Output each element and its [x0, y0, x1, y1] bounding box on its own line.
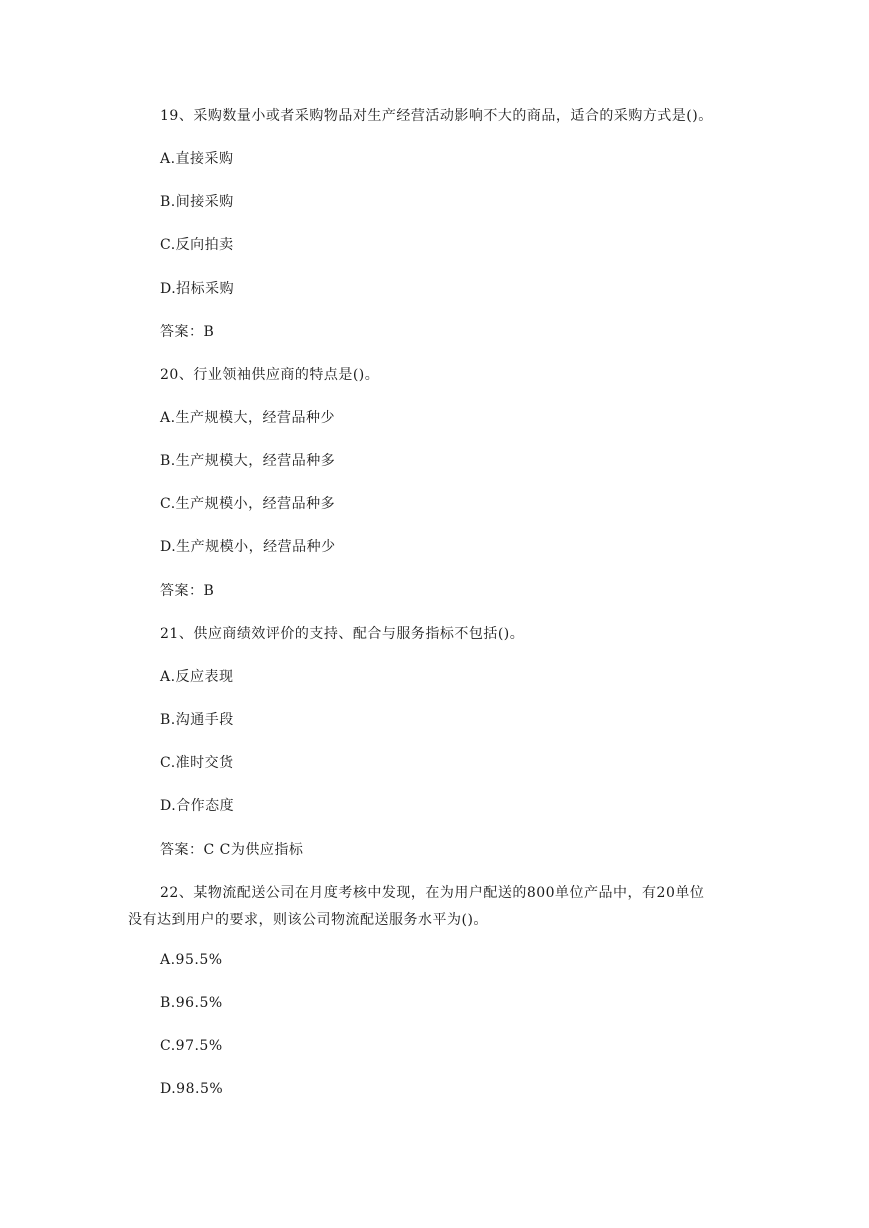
question-22-option-d: D.98.5%	[160, 1081, 224, 1097]
question-21-option-a: A.反应表现	[160, 669, 234, 685]
question-21-option-b: B.沟通手段	[160, 712, 234, 728]
question-21-stem: 21、供应商绩效评价的支持、配合与服务指标不包括()。	[160, 626, 525, 642]
question-20-answer: 答案：B	[160, 583, 215, 599]
question-20-option-b: B.生产规模大，经营品种多	[160, 453, 336, 469]
question-22-option-b: B.96.5%	[160, 995, 223, 1011]
question-19-option-a: A.直接采购	[160, 151, 234, 167]
question-20-option-c: C.生产规模小，经营品种多	[160, 496, 336, 512]
question-20-option-d: D.生产规模小，经营品种少	[160, 539, 336, 555]
question-21-answer: 答案：C C为供应指标	[160, 842, 304, 858]
question-19-option-d: D.招标采购	[160, 281, 235, 297]
question-22-stem-line2: 没有达到用户的要求，则该公司物流配送服务水平为()。	[128, 912, 488, 928]
question-19-option-c: C.反向拍卖	[160, 237, 234, 253]
question-20-stem: 20、行业领袖供应商的特点是()。	[160, 367, 380, 383]
question-21-option-d: D.合作态度	[160, 798, 235, 814]
question-19-option-b: B.间接采购	[160, 194, 234, 210]
question-20-option-a: A.生产规模大，经营品种少	[160, 410, 336, 426]
question-22-option-c: C.97.5%	[160, 1038, 223, 1054]
question-19-stem: 19、采购数量小或者采购物品对生产经营活动影响不大的商品，适合的采购方式是()。	[160, 108, 713, 124]
question-22-stem-line1: 22、某物流配送公司在月度考核中发现，在为用户配送的800单位产品中，有20单位	[160, 885, 705, 901]
question-21-option-c: C.准时交货	[160, 755, 234, 771]
question-22-option-a: A.95.5%	[160, 952, 223, 968]
question-19-answer: 答案：B	[160, 324, 215, 340]
